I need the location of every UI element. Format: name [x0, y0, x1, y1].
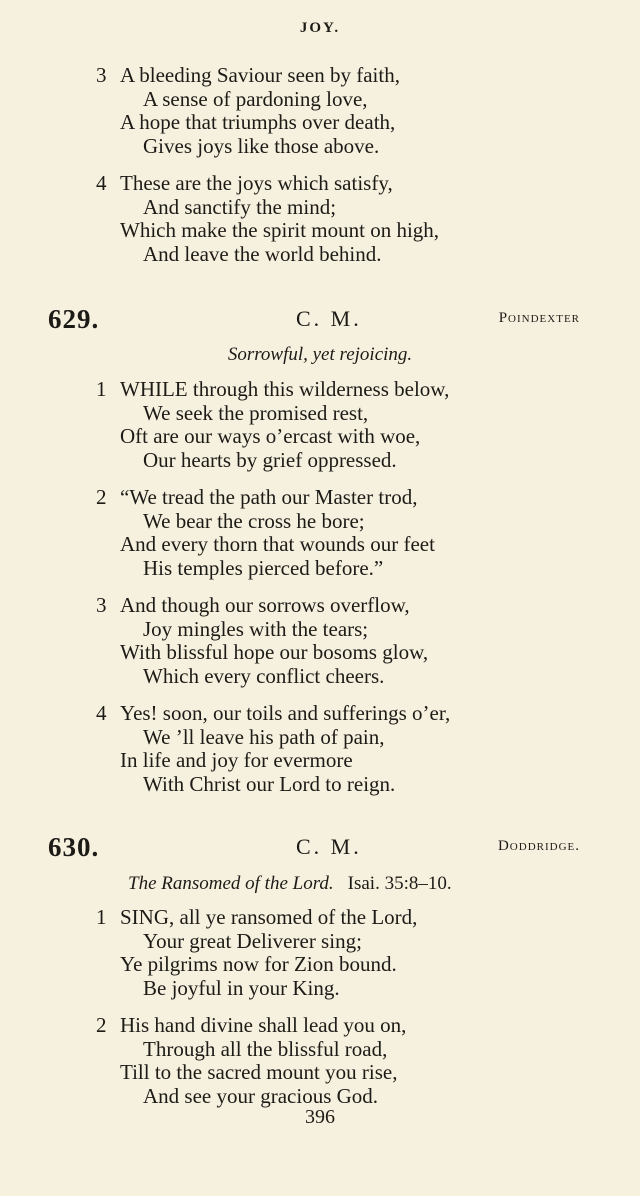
hymn-meter: C. M. [296, 834, 362, 859]
verse-line: With Christ our Lord to reign. [143, 771, 396, 796]
verse-line: SING, all ye ransomed of the Lord, [120, 905, 418, 929]
verse-line: And see your gracious God. [143, 1083, 379, 1108]
hymn-629-verse-3 [96, 593, 429, 688]
hymn-meter: C. M. [296, 306, 362, 331]
verse-line: “We tread the path our Master trod, [120, 485, 418, 509]
verse-line: His temples pierced before.” [143, 555, 384, 580]
hymn-630-verse-1 [96, 905, 418, 1000]
verse-line: These are the joys which satisfy, [120, 171, 393, 195]
verse-number: 3 [96, 593, 107, 617]
hymn-629-verse-2 [96, 485, 435, 580]
hymn-author: Poindexter [498, 310, 580, 326]
verse-line: A sense of pardoning love, [143, 86, 368, 111]
verse-number: 3 [96, 63, 107, 87]
hymn-629-header [0, 304, 640, 334]
verse-line: Your great Deliverer sing; [143, 928, 362, 953]
hymn-629-verse-4 [96, 701, 451, 796]
hymn-628-verse-4 [96, 171, 440, 266]
page-number: 396 [305, 1106, 335, 1128]
verse-line: And every thorn that wounds our feet [120, 532, 435, 556]
hymn-author: Doddridge. [497, 838, 580, 854]
verse-line: A bleeding Saviour seen by faith, [120, 63, 400, 87]
verse-number: 1 [96, 377, 107, 401]
verse-line: And though our sorrows overflow, [120, 593, 410, 617]
verse-line: Gives joys like those above. [143, 133, 380, 158]
verse-line: Which every conflict cheers. [143, 663, 385, 688]
hymn-629-verse-1 [96, 377, 450, 472]
verse-number: 2 [96, 1013, 107, 1037]
verse-line: Ye pilgrims now for Zion bound. [120, 952, 397, 976]
verse-line: Which make the spirit mount on high, [120, 218, 440, 242]
verse-line: Till to the sacred mount you rise, [120, 1060, 398, 1084]
verse-line: We ’ll leave his path of pain, [143, 724, 385, 749]
verse-line: Yes! soon, our toils and sufferings o’er, [120, 701, 451, 725]
running-head: JOY. [299, 20, 341, 36]
hymn-630-verse-2 [96, 1013, 407, 1108]
verse-number: 2 [96, 485, 107, 509]
hymn-number: 629. [48, 304, 100, 334]
verse-line: Our hearts by grief oppressed. [143, 447, 397, 472]
hymn-number: 630. [48, 832, 100, 862]
verse-line: Through all the blissful road, [143, 1036, 388, 1061]
verse-line: A hope that triumphs over death, [120, 110, 396, 134]
hymn-630-header [0, 832, 640, 862]
verse-line: WHILE through this wilderness below, [120, 377, 450, 401]
verse-line: In life and joy for evermore [120, 748, 353, 772]
hymn-title: The Ransomed of the Lord. [128, 873, 334, 894]
verse-line: Oft are our ways o’ercast with woe, [120, 424, 421, 448]
verse-line: We bear the cross he bore; [143, 508, 365, 533]
hymn-628-verse-3 [96, 63, 400, 158]
scripture-reference: Isai. 35:8–10. [347, 873, 452, 894]
verse-number: 4 [96, 171, 107, 195]
verse-line: We seek the promised rest, [143, 400, 369, 425]
verse-line: With blissful hope our bosoms glow, [120, 640, 429, 664]
hymn-629-title [0, 344, 640, 366]
verse-number: 1 [96, 905, 107, 929]
hymn-title: Sorrowful, yet rejoicing. [227, 344, 413, 365]
verse-line: Be joyful in your King. [143, 975, 340, 1000]
verse-number: 4 [96, 701, 107, 725]
verse-line: And leave the world behind. [143, 241, 382, 266]
hymn-630-title [128, 873, 452, 895]
verse-line: His hand divine shall lead you on, [120, 1013, 407, 1037]
verse-line: And sanctify the mind; [143, 194, 337, 219]
verse-line: Joy mingles with the tears; [143, 616, 369, 641]
